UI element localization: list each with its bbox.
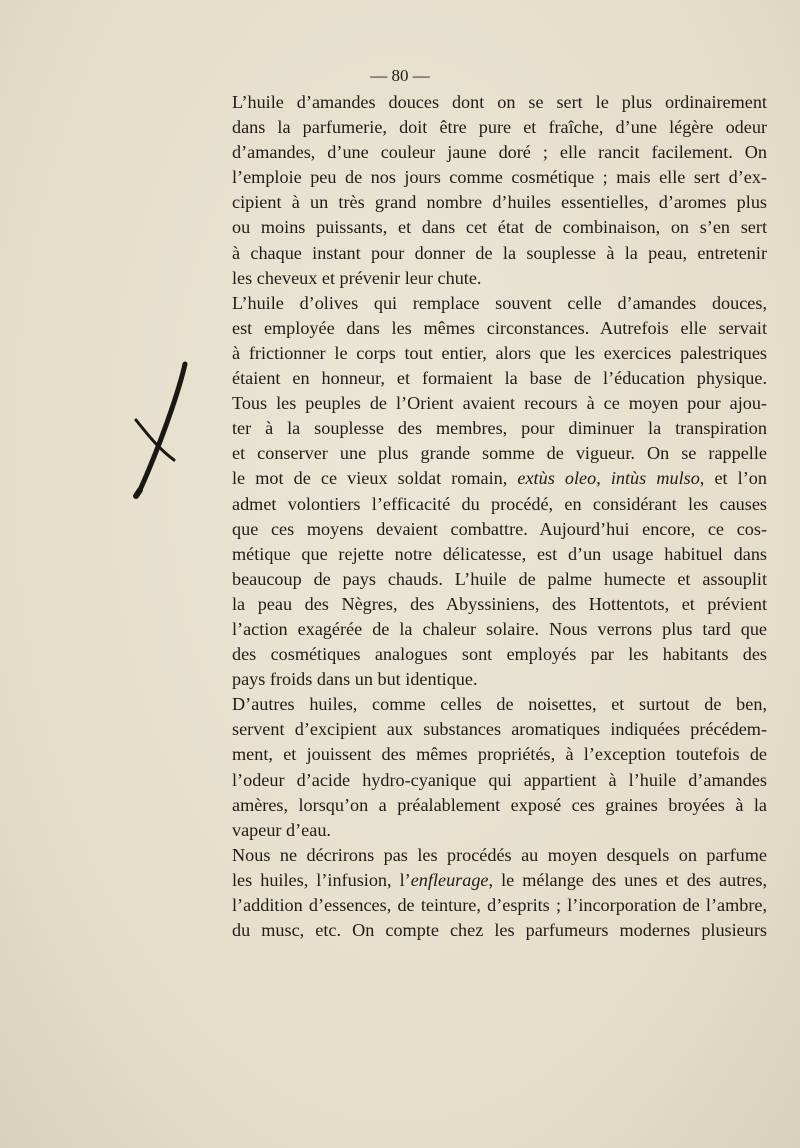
handwritten-cross-mark-icon bbox=[128, 360, 198, 510]
paragraph-1 bbox=[214, 90, 767, 291]
text-line: l’action exagérée de la chaleur solaire. Nous verrons plus tard que bbox=[232, 618, 767, 639]
text-line: D’autres huiles, comme celles de noisettes, et surtout de ben, bbox=[232, 694, 767, 715]
paragraph-3 bbox=[214, 692, 767, 843]
text-line: Tous les peuples de l’Orient avaient recours à ce moyen pour ajou- bbox=[232, 393, 767, 414]
body-text bbox=[214, 90, 767, 943]
text-line: des cosmétiques analogues sont employés par les habitants des bbox=[232, 644, 767, 665]
text-line: du musc, etc. On compte chez les parfumeurs modernes plusieurs bbox=[232, 920, 767, 941]
text-line: cipient à un très grand nombre d’huiles essentielles, d’aromes plus bbox=[232, 192, 767, 213]
text-line: métique que rejette notre délicatesse, est d’un usage habituel dans bbox=[232, 543, 767, 564]
text-line: Nous ne décrirons pas les procédés au moyen desquels on parfume bbox=[232, 844, 767, 865]
text-line: le mot de ce vieux soldat romain, extùs oleo, intùs mulso, et l’on bbox=[232, 468, 767, 489]
text-line: et conserver une plus grande somme de vigueur. On se rappelle bbox=[232, 443, 767, 464]
text-line: ment, et jouissent des mêmes propriétés, à l’exception toutefois de bbox=[232, 744, 767, 765]
text-line: à chaque instant pour donner de la souplesse à la peau, entretenir bbox=[232, 242, 767, 263]
text-line: L’huile d’amandes douces dont on se sert le plus ordinairement bbox=[232, 92, 767, 112]
paragraph-4 bbox=[214, 843, 767, 943]
page-number: — 80 — bbox=[370, 66, 430, 85]
text-line: admet volontiers l’efficacité du procédé, en considérant les causes bbox=[232, 493, 767, 514]
text-line: que ces moyens devaient combattre. Aujourd’hui encore, ce cos- bbox=[232, 518, 767, 539]
text-line: à frictionner le corps tout entier, alors que les exercices palestriques bbox=[232, 342, 767, 363]
text-line: d’amandes, d’une couleur jaune doré ; elle rancit facilement. On bbox=[232, 142, 767, 163]
text-line: ter à la souplesse des membres, pour diminuer la transpiration bbox=[232, 418, 767, 439]
text-line: pays froids dans un but identique. bbox=[232, 669, 478, 690]
text-line: dans la parfumerie, doit être pure et fraîche, d’une légère odeur bbox=[232, 117, 767, 138]
text-line: est employée dans les mêmes circonstances. Autrefois elle servait bbox=[232, 317, 767, 338]
text-line: L’huile d’olives qui remplace souvent celle d’amandes douces, bbox=[232, 292, 767, 313]
text-line: l’addition d’essences, de teinture, d’esprits ; l’incorporation de l’ambre, bbox=[232, 895, 767, 915]
text-line: vapeur d’eau. bbox=[232, 819, 331, 840]
text-line: l’emploie peu de nos jours comme cosmétique ; mais elle sert d’ex- bbox=[232, 167, 767, 188]
text-line: ou moins puissants, et dans cet état de combinaison, on s’en sert bbox=[232, 217, 767, 238]
text-line: étaient en honneur, et formaient la base de l’éducation physique. bbox=[232, 368, 767, 389]
text-line: l’odeur d’acide hydro-cyanique qui appartient à l’huile d’amandes bbox=[232, 769, 767, 790]
text-line: servent d’excipient aux substances aromatiques indiquées précédem- bbox=[232, 719, 767, 740]
text-line: amères, lorsqu’on a préalablement exposé ces graines broyées à la bbox=[232, 794, 767, 815]
text-line: beaucoup de pays chauds. L’huile de palme humecte et assouplit bbox=[232, 568, 767, 589]
text-line: les cheveux et prévenir leur chute. bbox=[232, 267, 482, 288]
text-line: les huiles, l’infusion, l’enfleurage, le mélange des unes et des autres, bbox=[232, 869, 768, 890]
paragraph-2 bbox=[214, 291, 767, 693]
text-line: la peau des Nègres, des Abyssiniens, des Hottentots, et prévient bbox=[232, 593, 767, 614]
